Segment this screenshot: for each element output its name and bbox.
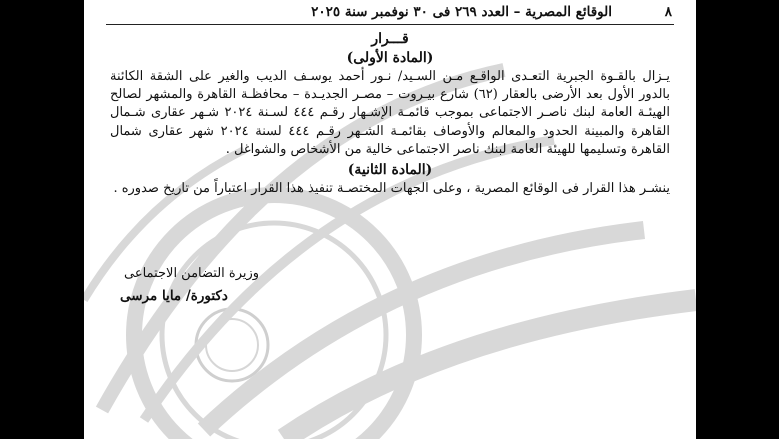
- article2-heading: (المادة الثانية): [347, 162, 433, 179]
- watermark-sweep-4: [284, 300, 696, 439]
- decree-body: [110, 30, 670, 198]
- watermark-small-seal: [196, 309, 268, 381]
- watermark-inner-ring: [162, 223, 386, 439]
- watermark-ring: [134, 195, 414, 439]
- watermark-small-seal-inner: [206, 319, 258, 371]
- page-number: ٨: [664, 4, 672, 20]
- header-rule: [106, 24, 674, 25]
- article1-heading: (المادة الأولى): [346, 50, 434, 66]
- decree-title: قـــرار: [371, 31, 409, 47]
- running-title: الوقائع المصرية – العدد ٢٦٩ فى ٣٠ نوفمبر سنة ٢٠٢٥: [311, 4, 612, 20]
- signature-name: دكتورة/ مايا مرسى: [120, 288, 228, 304]
- signature-role: وزيرة التضامن الاجتماعى: [124, 266, 260, 281]
- page-header: [108, 4, 672, 24]
- article1-text: يـزال بالقـوة الجبرية التعـدى الواقـع مـن السـيد/ نـور أحمد يوسـف الديب والغير على الشقة الكائنة بالدور الأول بعد الأرضى بالعقار (٦٢) شارع بيـروت – مصـر الجديـدة – محافظـة القاهرة والمشهر لصالح الهيئـة العامة لبنك ناصـر الاجتماعى بموجب قائمـة الإشـهار رقـم ٤٤٤ لسـنة ٢٠٢٤ شـهر عقارى شـمال القاهرة والمبينة الحدود والمعالم والأوصاف بقائمـة الشـهر رقـم ٤٤٤ لسنة ٢٠٢٤ شهر عقارى شمال القاهرة وتسليمها للهيئة العامة لبنك ناصر الاجتماعى خالية من الأشخاص والشواغل .: [110, 69, 670, 157]
- watermark-sweep-3: [204, 230, 644, 430]
- gazette-page: [84, 0, 696, 439]
- article2-text: ينشـر هذا القرار فى الوقائع المصرية ، وعلى الجهات المختصـة تنفيذ هذا القرار اعتباراً من تاريخ صدوره .: [113, 181, 670, 197]
